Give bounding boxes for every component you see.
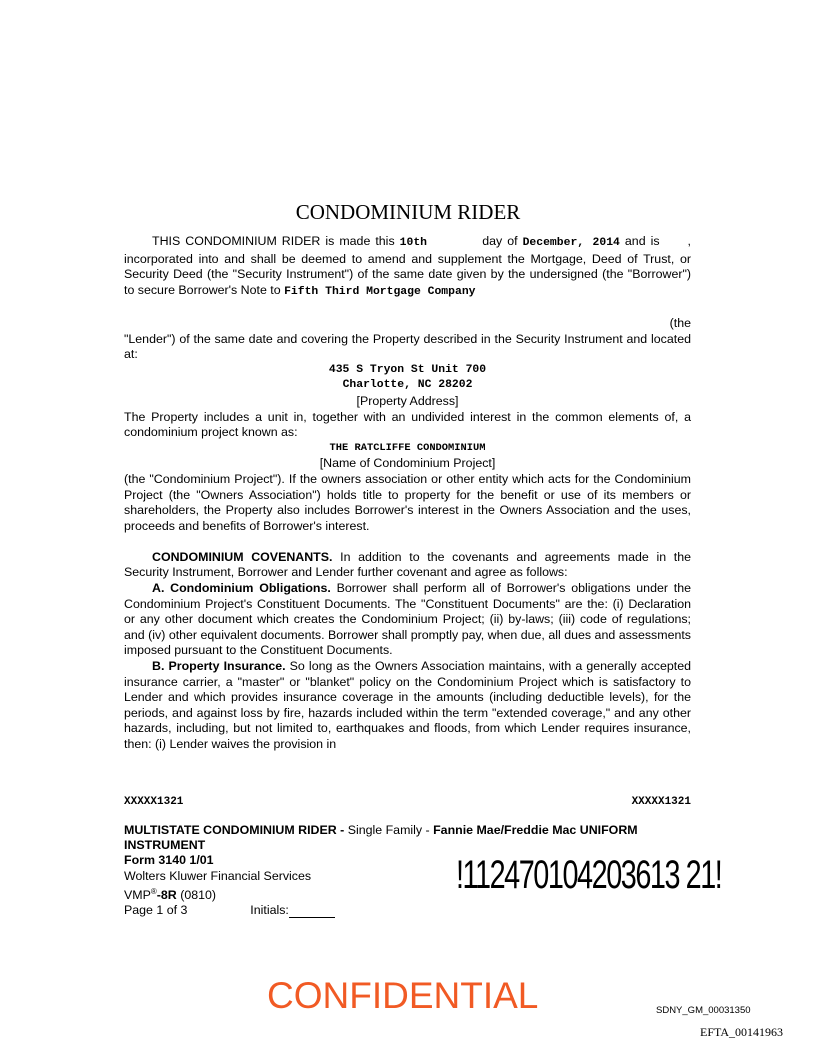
section-a-heading: A. Condominium Obligations. (152, 581, 331, 596)
covenants-paragraph (124, 550, 691, 581)
property-address-label: [Property Address] (356, 393, 459, 408)
confidential-stamp: CONFIDENTIAL (267, 975, 539, 1016)
property-address-line2: Charlotte, NC 28202 (342, 379, 473, 392)
intro-comma: , (687, 234, 691, 248)
barcode: !112470104203613 21! (456, 853, 722, 897)
page-number: Page 1 of 3 (124, 903, 188, 918)
document-body (124, 234, 691, 753)
bates-number-efta: EFTA_00141963 (700, 1025, 784, 1039)
section-b-paragraph (124, 659, 691, 753)
form-title-bold: MULTISTATE CONDOMINIUM RIDER - (124, 823, 345, 837)
covenants-heading: CONDOMINIUM COVENANTS. (152, 549, 333, 564)
bates-number-sdny: SDNY_GM_00031350 (656, 1005, 751, 1016)
project-name: THE RATCLIFFE CONDOMINIUM (329, 441, 486, 454)
intro-text-1: THIS CONDOMINIUM RIDER is made this (152, 234, 395, 248)
project-paragraph: (the "Condominium Project"). If the owners association or other entity which acts for the Condominium Project (the "Owners Association") holds title to property for the benefit or use of its members or shareholders, the Property also includes Borrower's interest in the Owners Association and the uses, proceeds and benefits of Borrower's interest. (124, 471, 691, 533)
document-title: CONDOMINIUM RIDER (295, 200, 521, 224)
initials-label: Initials: (250, 903, 289, 918)
form-number: Form 3140 1/01 (124, 853, 214, 868)
vmp-form-code: -8R (156, 887, 177, 902)
rider-month-year: December, 2014 (522, 237, 620, 249)
property-paragraph: The Property includes a unit in, together with an undivided interest in the common elements of, a condominium project known as: (124, 409, 691, 440)
initials-field[interactable] (289, 905, 335, 918)
section-a-text: Borrower shall perform all of Borrower's obligations under the Condominium Project's Constituent Documents. The "Constituent Documents" are the: (i) Declaration or any other document which creates the Condominium Project; (ii) by-laws; (iii) code of regulations; and (iv) other equivalent documents. Borrower shall promptly pay, when due, all dues and assessments imposed pursuant to the Constituent Documents. (124, 581, 691, 658)
section-a-paragraph (124, 581, 691, 659)
intro-text-2: day of (482, 234, 518, 248)
section-b-text: So long as the Owners Association maintains, with a generally accepted insurance carrier, a "master" or "blanket" policy on the Condominium Project which is satisfactory to Lender and which provides insurance coverage in the amounts (including deductible levels), for the periods, and against loss by fire, hazards included within the term "extended coverage," and any other hazards, including, but not limited to, earthquakes and floods, from which Lender requires insurance, then: (i) Lender waives the provision in (124, 659, 691, 751)
section-b-heading: B. Property Insurance. (152, 659, 286, 674)
lender-continuation: "Lender") of the same date and covering the Property described in the Security Instrument and located at: (124, 331, 691, 362)
intro-body: and is incorporated into and shall be deemed to amend and supplement the Mortgage, Deed of Trust, or Security Deed (the "Security Instrument") of the same date given by the undersigned (the "Borrower") to secure Borrower's Note to (124, 234, 691, 297)
form-title-bold2: Fannie Mae/Freddie Mac UNIFORM INSTRUMENT (124, 823, 638, 853)
lender-name: Fifth Third Mortgage Company (284, 285, 476, 298)
intro-paragraph (124, 234, 691, 300)
form-title (124, 823, 691, 853)
registered-mark: ® (150, 886, 157, 896)
property-address-line1: 435 S Tryon St Unit 700 (328, 363, 487, 376)
form-title-mid: Single Family - (347, 823, 430, 837)
loan-id-left: XXXXX1321 (124, 796, 184, 808)
vmp-prefix: VMP (124, 887, 151, 902)
project-name-label: [Name of Condominium Project] (319, 456, 496, 471)
loan-id-right: XXXXX1321 (631, 796, 691, 808)
covenants-text: In addition to the covenants and agreements made in the Security Instrument, Borrower and Lender further covenant and agree as follows: (124, 549, 691, 580)
the-label: (the (669, 315, 691, 330)
vmp-date: (0810) (180, 887, 217, 902)
rider-day: 10th (399, 237, 428, 249)
page-info-row (124, 903, 691, 918)
publisher: Wolters Kluwer Financial Services (124, 868, 312, 883)
